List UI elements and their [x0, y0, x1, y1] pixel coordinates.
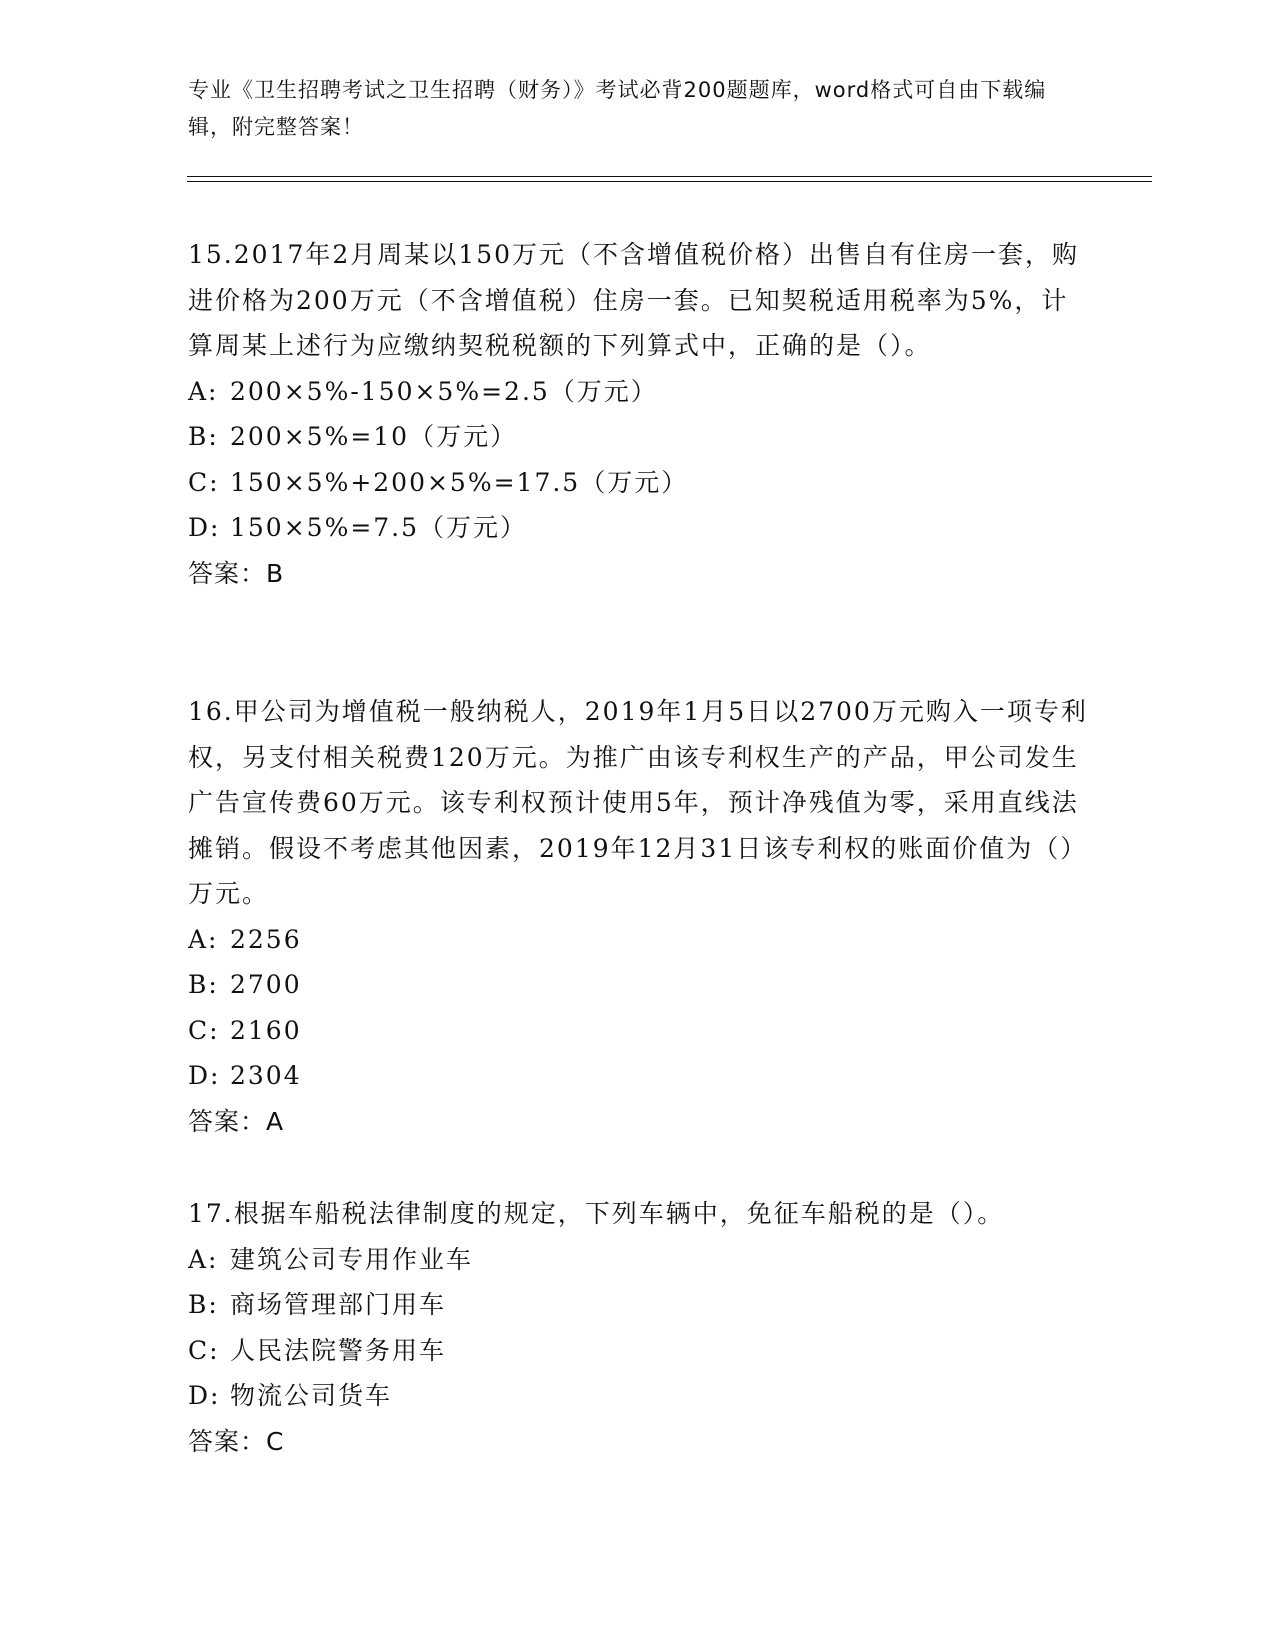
option-c [188, 1008, 1088, 1054]
option-text: 2256 [230, 924, 302, 954]
option-letter: B: [188, 1290, 219, 1319]
answer-line: 答案：A [188, 1106, 285, 1136]
question-16 [188, 689, 1088, 1144]
answer-line: 答案：C [188, 1426, 285, 1456]
question-stem: 17.根据车船税法律制度的规定，下列车辆中，免征车船税的是（）。 [188, 1199, 1005, 1228]
option-letter: B: [188, 422, 219, 451]
option-text: 建筑公司专用作业车 [230, 1244, 474, 1274]
header-rule-top [187, 176, 1152, 177]
option-b [188, 962, 1088, 1008]
option-text: 人民法院警务用车 [230, 1335, 447, 1365]
option-text: 200×5%-150×5%=2.5（万元） [230, 376, 658, 406]
question-stem: 15.2017年2月周某以150万元（不含增值税价格）出售自有住房一套，购进价格为200万元（不含增值税）住房一套。已知契税适用税率为5%，计算周某上述行为应缴纳契税税额的下列算式中，正确的是（）。 [188, 240, 1080, 360]
option-letter: D: [188, 1381, 221, 1410]
option-text: 200×5%=10（万元） [230, 422, 518, 451]
option-d [188, 1053, 1088, 1099]
option-letter: A: [188, 376, 219, 406]
option-b [188, 414, 1088, 460]
option-text: 2700 [230, 970, 302, 999]
question-15 [188, 232, 1088, 596]
option-letter: A: [188, 1244, 219, 1274]
option-letter: D: [188, 513, 221, 542]
option-text: 物流公司货车 [230, 1381, 393, 1410]
question-stem: 16.甲公司为增值税一般纳税人，2019年1月5日以2700万元购入一项专利权，另支付相关税费120万元。为推广由该专利权生产的产品，甲公司发生广告宣传费60万元。该专利权预计使用5年，预计净残值为零，采用直线法摊销。假设不考虑其他因素，2019年12月31日该专利权的账面价值为（）万元。 [188, 697, 1088, 908]
option-text: 商场管理部门用车 [230, 1290, 447, 1319]
option-b [188, 1282, 1088, 1328]
option-text: 2160 [230, 1015, 302, 1045]
header-rule-bottom [187, 181, 1152, 182]
document-header: 专业《卫生招聘考试之卫生招聘（财务）》考试必背200题题库，word格式可自由下载编辑，附完整答案！ [188, 78, 1047, 139]
option-text: 2304 [230, 1061, 302, 1090]
option-letter: A: [188, 924, 219, 954]
option-a [188, 369, 1088, 415]
option-c [188, 460, 1088, 506]
option-a [188, 917, 1088, 963]
option-letter: B: [188, 970, 219, 999]
option-text: 150×5%+200×5%=17.5（万元） [230, 467, 689, 497]
option-letter: C: [188, 467, 220, 497]
option-d [188, 505, 1088, 551]
option-letter: C: [188, 1015, 220, 1045]
option-d [188, 1373, 1088, 1419]
option-a [188, 1237, 1088, 1283]
question-17 [188, 1191, 1088, 1464]
answer-line: 答案：B [188, 558, 285, 588]
option-letter: C: [188, 1335, 220, 1365]
option-letter: D: [188, 1061, 221, 1090]
option-c [188, 1328, 1088, 1374]
option-text: 150×5%=7.5（万元） [230, 513, 528, 542]
